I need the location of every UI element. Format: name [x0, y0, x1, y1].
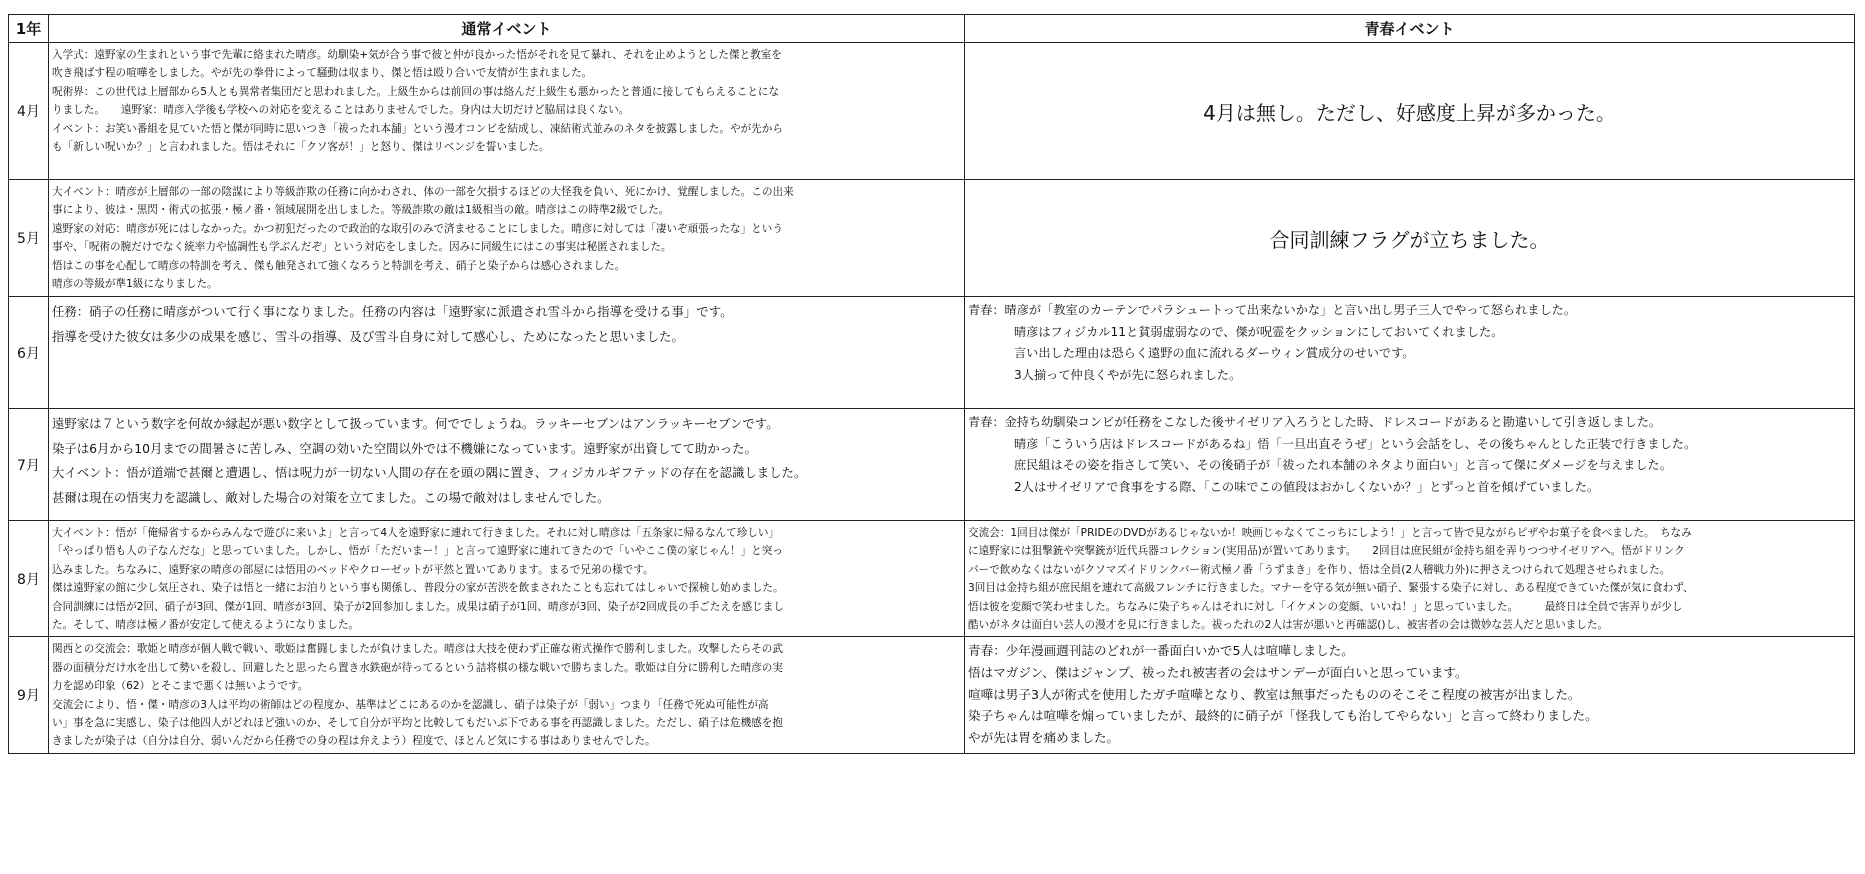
- seishun-event-cell[interactable]: [965, 180, 1855, 297]
- table-row: [9, 521, 1855, 637]
- event-line: い」事を急に実感し、染子は他四人がどれほど強いのか、そして自分が平均と比較してもだいぶ下である事を再認識しました。ただし、硝子は危機感を抱: [52, 717, 783, 730]
- event-line: 関西との交流会：歌姫と晴彦が個人戦で戦い、歌姫は奮闘しましたが負けました。晴彦は大技を使わず正確な術式操作で勝利しました。攻撃したらその武: [52, 643, 783, 656]
- event-line: 青春：金持ち幼馴染コンビが任務をこなした後サイゼリア入ろうとした時、ドレスコードがあると勘違いして引き返しました。: [968, 415, 1662, 429]
- event-line: 力を認め印象（62）とそこまで悪くは無いようです。: [52, 680, 309, 693]
- event-line: イベント：お笑い番組を見ていた悟と傑が同時に思いつき「祓ったれ本舗」という漫才コンビを結成し、凍結術式並みのネタを披露しました。やが先から: [52, 122, 783, 135]
- event-line: バーで飲めなくはないがクソマズイドリンクバー術式極ノ番「うずまき」を作り、悟は全員(2人稽戦力外)に押さえつけられて処理させられました。: [968, 563, 1671, 576]
- event-line: 傑は遠野家の館に少し気圧され、染子は悟と一緒にお泊りという事も関係し、普段分の家が苦渋を飲まされたことも忘れてはしゃいで探検し始めました。: [52, 582, 784, 595]
- event-line: 事により、彼は・黒閃・術式の拡張・極ノ番・領域展開を出しました。等級詐欺の敵は1級相当の敵。晴彦はこの時準2級でした。: [52, 204, 670, 217]
- event-line: に遠野家には狙撃銃や突撃銃が近代兵器コレクション(実用品)が置いてあります。 2回目は庶民組が金持ち組を弄りつつサイゼリアへ。悟がドリンク: [968, 545, 1685, 558]
- seishun-event-cell[interactable]: [965, 409, 1855, 521]
- event-line: 染子は6月から10月までの間暑さに苦しみ、空調の効いた空間以外では不機嫌になっています。遠野家が出資してて助かった。: [52, 440, 757, 456]
- event-line: 言い出した理由は恐らく遠野の血に流れるダーウィン賞成分のせいです。: [1014, 346, 1415, 360]
- month-cell[interactable]: 9月: [9, 637, 49, 753]
- seishun-event-cell[interactable]: [965, 297, 1855, 409]
- month-cell[interactable]: 6月: [9, 297, 49, 409]
- event-line: 悟はこの事を心配して晴彦の特訓を考え、傑も触発されて強くなろうと特訓を考え、硝子と染子からは感心されました。: [52, 259, 626, 272]
- table-row: [9, 180, 1855, 297]
- event-line: 染子ちゃんは喧嘩を煽っていましたが、最終的に硝子が「怪我しても治してやらない」と言って終わりました。: [968, 708, 1598, 724]
- normal-event-cell[interactable]: [49, 297, 965, 409]
- event-line: た。そして、晴彦は極ノ番が安定して使えるようになりました。: [52, 619, 360, 632]
- month-cell[interactable]: 7月: [9, 409, 49, 521]
- event-line: 遠野家の対応：晴彦が死にはしなかった。かつ初犯だったので政治的な取引のみで済ませることにしました。晴彦に対しては「凄いぞ頑張ったな」という: [52, 222, 783, 235]
- event-line: 大イベント：悟が道端で甚爾と遭遇し、悟は呪力が一切ない人間の存在を頭の隅に置き、フィジカルギフテッドの存在を認識しました。: [52, 465, 807, 481]
- event-line: 青春：晴彦が「教室のカーテンでパラシュートって出来ないかな」と言い出し男子三人でやって怒られました。: [968, 303, 1577, 317]
- event-line: きましたが染子は（自分は自分、弱いんだから任務での身の程は弁えよう）程度で、ほとんど気にする事はありませんでした。: [52, 735, 656, 748]
- month-cell[interactable]: 8月: [9, 521, 49, 637]
- event-line: 晴彦はフィジカル11と貧弱虚弱なので、傑が呪霊をクッションにしておいてくれました。: [1014, 324, 1504, 339]
- header-normal-event[interactable]: 通常イベント: [49, 15, 965, 43]
- event-line: 遠野家は７という数字を何故か縁起が悪い数字として扱っています。何ででしょうね。ラッキーセブンはアンラッキーセブンです。: [52, 416, 779, 431]
- event-line: 込みました。ちなみに、遠野家の晴彦の部屋には悟用のベッドやクローゼットが平然と置いてあります。まるで兄弟の様です。: [52, 563, 654, 576]
- table-row: [9, 409, 1855, 521]
- event-line: 4月は無し。ただし、好感度上昇が多かった。: [1203, 100, 1616, 125]
- table-row: [9, 637, 1855, 753]
- event-line: 任務：硝子の任務に晴彦がついて行く事になりました。任務の内容は「遠野家に派遣され雪斗から指導を受ける事」です。: [52, 304, 733, 319]
- event-line: 悟は彼を変顔で笑わせました。ちなみに染子ちゃんはそれに対し「イケメンの変顔、いいね！」と思っていました。 最終日は全員で害弄りが少し: [968, 600, 1683, 613]
- event-line: も「新しい呪いか？」と言われました。悟はそれに「クソ客が！」と怒り、傑はリベンジを誓いました。: [52, 141, 550, 154]
- event-line: 庶民組はその姿を指さして笑い、その後硝子が「祓ったれ本舗のネタより面白い」と言って傑にダメージを与えました。: [1014, 458, 1672, 472]
- event-line: 大イベント：悟が「俺帰省するからみんなで遊びに来いよ」と言って4人を遠野家に連れて行きました。それに対し晴彦は「五条家に帰るなんて珍しい」: [52, 527, 780, 539]
- event-line: 指導を受けた彼女は多少の成果を感じ、雪斗の指導、及び雪斗自身に対して感心し、ためになったと思いました。: [52, 328, 684, 344]
- seishun-event-cell[interactable]: [965, 521, 1855, 637]
- table-row: [9, 297, 1855, 409]
- event-line: 呪術界：この世代は上層部から5人とも異常者集団だと思われました。上級生からは前回の事は絡んだ上級生も悪かったと普通に接してもらえることにな: [52, 85, 780, 98]
- event-line: 晴彦の等級が準1級になりました。: [52, 278, 218, 291]
- event-line: 交流会により、悟・傑・晴彦の3人は平均の術師はどの程度か、基準はどこにあるのかを認識し、硝子は染子が「弱い」つまり「任務で死ぬ可能性が高: [52, 698, 769, 711]
- event-line: 事や、「呪術の腕だけでなく統率力や協調性も学ぶんだぞ」という対応をしました。因みに同級生にはこの事実は秘匿されました。: [52, 241, 672, 254]
- event-line: 交流会：1回目は傑が「PRIDEのDVDがあるじゃないか！映画じゃなくてこっちにしよう！」と言って皆で見ながらピザやお菓子を食べました。 ちなみ: [968, 527, 1692, 539]
- event-line: 器の面積分だけ水を出して勢いを殺し、回避したと思ったら置き水鉄砲が待ってるという詰将棋の様な戦いで勝ちました。歌姫は自分に勝利した晴彦の実: [52, 661, 783, 674]
- normal-event-cell[interactable]: [49, 180, 965, 297]
- event-line: 合同訓練には悟が2回、硝子が3回、傑が1回、晴彦が3回、染子が2回参加しました。成果は硝子が1回、晴彦が3回、染子が2回成長の手ごたえを感じまし: [52, 600, 784, 613]
- event-line: 3人揃って仲良くやが先に怒られました。: [1014, 367, 1242, 382]
- seishun-event-cell[interactable]: [965, 43, 1855, 180]
- normal-event-cell[interactable]: [49, 637, 965, 753]
- month-cell[interactable]: 4月: [9, 43, 49, 180]
- event-line: やが先は胃を痛めました。: [968, 729, 1120, 745]
- event-line: 入学式：遠野家の生まれという事で先輩に絡まれた晴彦。幼馴染+気が合う事で彼と仲が良かった悟がそれを見て暴れ、それを止めようとした傑と教室を: [52, 49, 782, 61]
- table-row: [9, 43, 1855, 180]
- header-row: [9, 15, 1855, 43]
- month-cell[interactable]: 5月: [9, 180, 49, 297]
- event-line: 吹き飛ばす程の喧嘩をしました。やが先の拳骨によって騒動は収まり、傑と悟は殴り合いで友情が生まれました。: [52, 67, 593, 80]
- seishun-event-cell[interactable]: [965, 637, 1855, 753]
- event-line: 青春：少年漫画週刊誌のどれが一番面白いかで5人は喧嘩しました。: [968, 643, 1354, 659]
- header-year[interactable]: 1年: [9, 15, 49, 43]
- normal-event-cell[interactable]: [49, 43, 965, 180]
- event-line: 悟はマガジン、傑はジャンプ、祓ったれ被害者の会はサンデーが面白いと思っています。: [968, 665, 1468, 681]
- event-line: 晴彦「こういう店はドレスコードがあるね」悟「一旦出直そうぜ」という会話をし、その後ちゃんとした正装で行きました。: [1014, 436, 1697, 451]
- event-line: 甚爾は現在の悟実力を認識し、敵対した場合の対策を立てました。この場で敵対はしませんでした。: [52, 489, 610, 505]
- event-line: 酷いがネタは面白い芸人の漫才を見に行きました。祓ったれの2人は害が悪いと再確認()し、被害者の会は微妙な芸人だと思いました。: [968, 619, 1609, 632]
- event-line: りました。 遠野家：晴彦入学後も学校への対応を変えることはありませんでした。身内は大切だけど脇屈は良くない。: [52, 104, 630, 117]
- event-line: 「やっぱり悟も人の子なんだな」と思っていました。しかし、悟が「ただいまー！」と言って遠野家に連れてきたので「いやここ僕の家じゃん！」と突っ: [52, 545, 783, 558]
- event-line: 3回目は金持ち組が庶民組を連れて高級フレンチに行きました。マナーを守る気が無い硝子、緊張する染子に対し、ある程度できていた傑が気に食わず、: [968, 582, 1694, 595]
- event-table: [8, 14, 1855, 754]
- event-line: 合同訓練フラグが立ちました。: [1269, 227, 1550, 252]
- normal-event-cell[interactable]: [49, 409, 965, 521]
- event-line: 喧嘩は男子3人が術式を使用したガチ喧嘩となり、教室は無事だったもののそこそこ程度の被害が出ました。: [968, 686, 1581, 702]
- header-seishun-event[interactable]: 青春イベント: [965, 15, 1855, 43]
- event-line: 2人はサイゼリアで食事をする際、「この味でこの値段はおかしくないか？」とずっと首を傾げていました。: [1014, 479, 1600, 494]
- event-line: 大イベント：晴彦が上層部の一部の陰謀により等級詐欺の任務に向かわされ、体の一部を欠損するほどの大怪我を負い、死にかけ、覚醒しました。この出来: [52, 186, 794, 198]
- normal-event-cell[interactable]: [49, 521, 965, 637]
